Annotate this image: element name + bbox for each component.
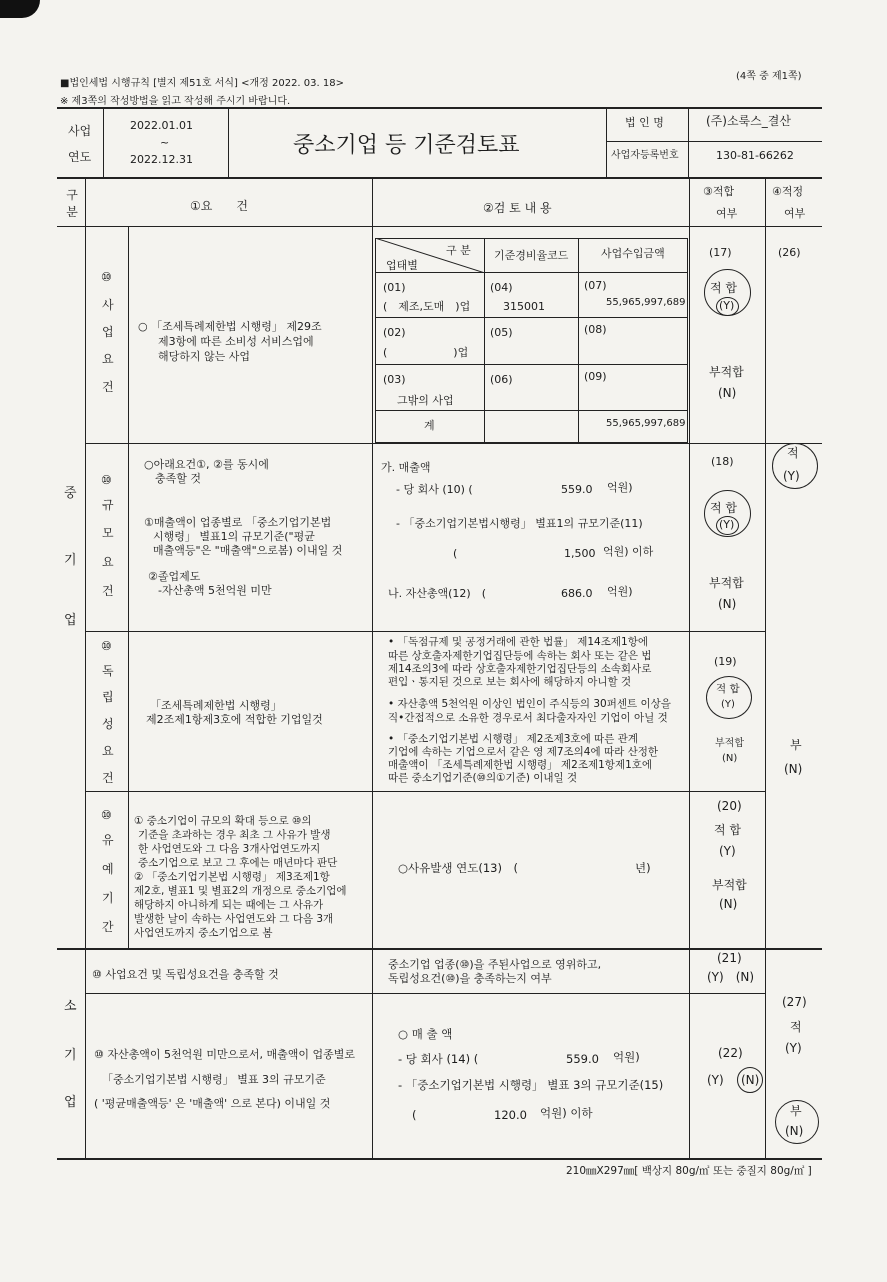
bt-vline-2 [578, 238, 579, 443]
corp-name-label: 법 인 명 [625, 116, 664, 129]
row103-label-5: 건 [102, 771, 114, 785]
row102-rev-self: - 당 회사 (10) ( [396, 483, 473, 496]
section-sme-3: 업 [64, 613, 77, 628]
row105-fit-yn: (Y) (N) [707, 970, 755, 984]
section-small-1: 소 [64, 999, 77, 1014]
row102-col4-yes-1: 적 [787, 446, 799, 460]
bt-hline-3 [375, 364, 687, 365]
bt-r2-inc-no: (08) [584, 323, 607, 336]
row106-rev-std-val: 120.0 [494, 1108, 527, 1122]
bt-total-label: 계 [424, 419, 435, 432]
row106-rev-std-unit: 억원) 이하 [540, 1106, 593, 1120]
row106-req-0: ⑩ 자산총액이 5천억원 미만으로서, 매출액이 업종별로 [94, 1048, 355, 1061]
row103-fit-no-2: (N) [722, 753, 738, 764]
row101-fit-yes-1: 적 합 [710, 281, 737, 295]
year-label-1: 사업 [68, 124, 92, 138]
bt-r3-name: 그밖의 사업 [397, 394, 454, 407]
row101-col4-no: (26) [778, 246, 801, 259]
row102-col4-yes-2: (Y) [783, 469, 800, 483]
row101-fit-no: (17) [709, 246, 732, 259]
row103-rev-3-3: 따른 중소기업기준(⑩의①기준) 이내일 것 [388, 772, 578, 784]
bt-r2-code-no: (05) [490, 326, 513, 339]
vline-fit [765, 177, 766, 1158]
row103-fit-no: (19) [714, 655, 737, 668]
bt-r1-code: 315001 [503, 300, 545, 313]
instruction-text: ※ 제3쪽의 작성방법을 읽고 작성해 주시기 바랍니다. [60, 96, 291, 107]
row102-req-1-0: ①매출액이 업종별로 「중소기업기본법 [144, 516, 332, 529]
fit-header-2: 여부 [716, 207, 738, 220]
row103-rev-1-0: • 「독점규제 및 공정거래에 관한 법률」 제14조제1항에 [388, 636, 648, 648]
row103-label-4: 요 [102, 744, 114, 758]
row102-fit-yes-1: 적 합 [710, 501, 737, 515]
row106-req-2: ( '평균매출액등' 은 '매출액' 으로 본다) 이내일 것 [94, 1097, 331, 1110]
row104-req-1: 기준을 초과하는 경우 최초 그 사유가 발생 [138, 829, 331, 841]
bt-head-gubun: 구 분 [446, 244, 471, 257]
row101-label-2: 업 [102, 325, 114, 339]
section-divider [57, 948, 822, 950]
scan-shadow [0, 0, 40, 18]
bt-hline-2 [375, 317, 687, 318]
row102-rev-std: - 「중소기업기본법시행령」 별표1의 규모기준(11) [396, 517, 643, 530]
row102-label-4: 건 [102, 584, 114, 598]
year-label-2: 연도 [68, 150, 92, 164]
row104-fit-yes-2: (Y) [719, 844, 736, 858]
row102-label-0: ⑩ [101, 473, 112, 487]
bt-r3-no: (03) [383, 373, 406, 386]
row102-req-intro-1: ○아래요건①, ②를 동시에 [144, 458, 269, 471]
row106-col4-yes-2: (Y) [785, 1041, 802, 1055]
row101-fit-yes-2: (Y) [719, 299, 735, 312]
row104-req-3: 중소기업으로 보고 그 후에는 매년마다 판단 [138, 857, 338, 869]
row105-rev-0: 중소기업 업종(⑩)을 주된사업으로 영위하고, [388, 958, 602, 971]
vline-review [689, 177, 690, 1158]
row102-label-2: 모 [102, 526, 114, 540]
requirement-header: ①요 건 [190, 199, 248, 213]
form-reference: ■법인세법 시행규칙 [별지 제51호 서식] <개정 2022. 03. 18> [60, 78, 344, 89]
row101-fit-no-1: 부적합 [709, 365, 744, 379]
row103-rev-1-3: 편입ㆍ통지된 것으로 보는 회사에 해당하지 아니할 것 [388, 676, 632, 688]
row101-req-1: 제3항에 따른 소비성 서비스업에 [158, 335, 314, 348]
bt-total: 55,965,997,689 [606, 418, 686, 429]
row106-req-1: 「중소기업기본법 시행령」 별표 3의 규모기준 [102, 1073, 326, 1086]
start-date: 2022.01.01 [130, 119, 193, 132]
row103-rev-3-0: • 「중소기업기본법 시행령」 제2조제3호에 따른 관계 [388, 733, 638, 745]
row104-fit-no-2: (N) [719, 897, 738, 911]
row101-req-0: ○ 「조세특례제한법 시행령」 제29조 [138, 320, 322, 333]
row101-req-2: 해당하지 않는 사업 [158, 350, 251, 363]
row103-label-2: 립 [102, 690, 114, 704]
row104-req-8: 사업연도까지 중소기업으로 봄 [134, 927, 273, 939]
row106-rev-self-val: 559.0 [566, 1052, 599, 1066]
row104-fit-yes-1: 적 합 [714, 823, 741, 837]
row101-bottom [85, 443, 822, 444]
vline-requirement [372, 177, 373, 1158]
category-header: 구 분 [66, 188, 78, 219]
bt-r1-inc-no: (07) [584, 279, 607, 292]
row102-label-1: 규 [102, 498, 114, 512]
corp-name: (주)소룩스_결산 [706, 114, 791, 128]
bt-r2-name: ( )업 [383, 346, 469, 359]
reg-no-label: 사업자등록번호 [611, 150, 679, 161]
title-bottom-border [57, 177, 822, 179]
row106-rev-std: - 「중소기업기본법 시행령」 별표 3의 규모기준(15) [398, 1078, 664, 1092]
bt-hline-4 [375, 410, 687, 411]
bt-head-code: 기준경비율코드 [494, 249, 569, 262]
row105-bottom [85, 993, 765, 994]
section-small-3: 업 [64, 1095, 77, 1110]
row104-label-3: 기 [102, 891, 114, 905]
section-small-2: 기 [64, 1048, 77, 1063]
vline-corp [688, 109, 689, 177]
row104-fit-no-1: 부적합 [712, 878, 747, 892]
bt-r3-code-no: (06) [490, 373, 513, 386]
row102-rev-std-open: ( [453, 547, 458, 560]
vline-year [103, 109, 104, 177]
row102-label-3: 요 [102, 555, 114, 569]
row102-rev-std-unit: 억원) 이하 [603, 545, 654, 558]
row106-rev-title: ○ 매 출 액 [398, 1027, 453, 1041]
paper-spec: 210㎜X297㎜[ 백상지 80g/㎡ 또는 중질지 80g/㎡ ] [566, 1165, 812, 1177]
row104-rev: ○사유발생 연도(13) ( [398, 861, 518, 875]
row104-req-4: ② 「중소기업기본법 시행령」 제3조제1항 [134, 871, 330, 883]
row106-fit-n: (N) [741, 1073, 760, 1087]
section-sme-1: 중 [64, 486, 77, 501]
bt-r1-inc: 55,965,997,689 [606, 297, 686, 308]
row102-fit-no: (18) [711, 455, 734, 468]
row102-rev-std-val: 1,500 [564, 547, 596, 560]
reg-no: 130-81-66262 [716, 149, 794, 162]
row103-col4-1: 부 [790, 738, 802, 752]
header-bottom-border [57, 226, 822, 227]
row102-req-intro-2: 충족할 것 [155, 472, 202, 485]
row106-rev-self-unit: 억원) [613, 1050, 640, 1064]
vline-date [228, 109, 229, 177]
row103-req-0: 「조세특례제한법 시행령」 [150, 699, 282, 712]
vline-title [606, 109, 607, 177]
row102-fit-no-2: (N) [718, 597, 737, 611]
end-date: 2022.12.31 [130, 153, 193, 166]
row103-fit-yes-2: (Y) [721, 699, 735, 710]
row103-fit-yes-1: 적 합 [716, 683, 740, 695]
row104-label-2: 예 [102, 862, 114, 876]
row102-rev-self-val: 559.0 [561, 483, 593, 496]
row101-fit-no-2: (N) [718, 386, 737, 400]
row101-label-3: 요 [102, 352, 114, 366]
vline-category [85, 177, 86, 1158]
row103-rev-1-2: 제14조의3에 따라 상호출자제한기업집단등의 소속회사로 [388, 663, 652, 675]
review-header: ②검 토 내 용 [483, 201, 552, 215]
row102-fit-yes-2: (Y) [719, 518, 735, 531]
proper-header-2: 여부 [784, 207, 806, 220]
row106-col4-no-2: (N) [785, 1124, 804, 1138]
page-title: 중소기업 등 기준검토표 [293, 133, 520, 158]
row104-req-2: 한 사업연도와 그 다음 3개사업연도까지 [138, 843, 321, 855]
bottom-border [57, 1158, 822, 1160]
row102-rev-self-unit: 억원) [607, 481, 633, 494]
row103-label-3: 성 [102, 717, 114, 731]
page-info: (4쪽 중 제1쪽) [736, 71, 802, 82]
bt-r1-no: (01) [383, 281, 406, 294]
bt-r1-code-no: (04) [490, 281, 513, 294]
row101-label-1: 사 [102, 298, 114, 312]
date-tilde: ~ [160, 136, 170, 149]
row104-req-6: 해당하지 아니하게 되는 때에는 그 사유가 [134, 899, 324, 911]
row104-rev-end: 년) [635, 861, 651, 875]
row104-label-4: 간 [102, 920, 114, 934]
row102-fit-no-1: 부적합 [709, 576, 744, 590]
row103-fit-no-1: 부적합 [715, 738, 744, 749]
row105-fit-no: (21) [717, 951, 742, 965]
row103-rev-2-1: 직•간접적으로 소유한 경우로서 최다출자자인 기업이 아닐 것 [388, 712, 668, 724]
row101-label-4: 건 [102, 380, 114, 394]
row103-rev-2-0: • 자산총액 5천억원 이상인 법인이 주식등의 30퍼센트 이상을 [388, 698, 671, 710]
row102-req-1-1: 시행령」 별표1의 규모기준("평균 [153, 530, 315, 543]
row106-fit-no: (22) [718, 1046, 743, 1060]
proper-header: ④적정 [772, 185, 804, 198]
row104-req-7: 발생한 날이 속하는 사업연도와 그 다음 3개 [134, 913, 334, 925]
row103-rev-1-1: 따른 상호출자제한기업집단등에 속하는 회사 또는 같은 법 [388, 650, 652, 662]
row102-req-1-2: 매출액등"은 "매출액"으로봄) 이내일 것 [153, 544, 343, 557]
row106-rev-std-open: ( [412, 1108, 417, 1122]
row102-req-2-1: -자산총액 5천억원 미만 [158, 584, 272, 597]
bt-head-income: 사업수입금액 [601, 247, 665, 260]
bt-r3-inc-no: (09) [584, 370, 607, 383]
row101-label-0: ⑩ [101, 270, 112, 284]
row103-bottom [85, 791, 765, 792]
top-border [57, 107, 822, 109]
row106-col4-no: (27) [782, 995, 807, 1009]
row104-label-1: 유 [102, 833, 114, 847]
row103-rev-3-2: 매출액이 「조세특례제한법 시행령」 제2조제1항제1호에 [388, 759, 653, 771]
row106-col4-yes-1: 적 [790, 1020, 802, 1034]
vline-label [128, 226, 129, 948]
row102-rev-na: 나. 자산총액(12) ( [388, 587, 486, 600]
row106-rev-self: - 당 회사 (14) ( [398, 1052, 479, 1066]
bt-head-type: 업태별 [386, 259, 418, 272]
row105-rev-1: 독립성요건(⑩)을 충족하는지 여부 [388, 972, 552, 985]
row104-fit-no: (20) [717, 799, 742, 813]
row102-rev-na-unit: 억원) [607, 585, 633, 598]
bt-r2-no: (02) [383, 326, 406, 339]
row103-rev-3-1: 기업에 속하는 기업으로서 같은 영 제7조의4에 따라 산정한 [388, 746, 659, 758]
row103-req-1: 제2조제1항제3호에 적합한 기업일것 [146, 713, 323, 726]
row102-bottom [85, 631, 765, 632]
row104-req-5: 제2호, 별표1 및 별표2의 개정으로 중소기업에 [134, 885, 347, 897]
row104-req-0: ① 중소기업이 규모의 확대 등으로 ⑩의 [134, 815, 312, 827]
section-sme-2: 기 [64, 553, 77, 568]
row106-col4-no-1: 부 [790, 1104, 802, 1118]
row103-col4-2: (N) [784, 762, 803, 776]
row102-req-2-0: ②졸업제도 [148, 570, 201, 583]
row106-fit-y: (Y) [707, 1073, 724, 1087]
row102-rev-ga: 가. 매출액 [381, 461, 431, 474]
bt-r1-name: ( 제조,도매 )업 [383, 300, 471, 313]
row103-label-1: 독 [102, 664, 114, 678]
fit-header: ③적합 [703, 185, 735, 198]
row105-req: ⑩ 사업요건 및 독립성요건을 충족할 것 [92, 968, 279, 981]
row102-rev-na-val: 686.0 [561, 587, 593, 600]
row104-label-0: ⑩ [101, 808, 112, 822]
row103-label-0: ⑩ [101, 639, 112, 653]
hline-corp [606, 141, 822, 142]
